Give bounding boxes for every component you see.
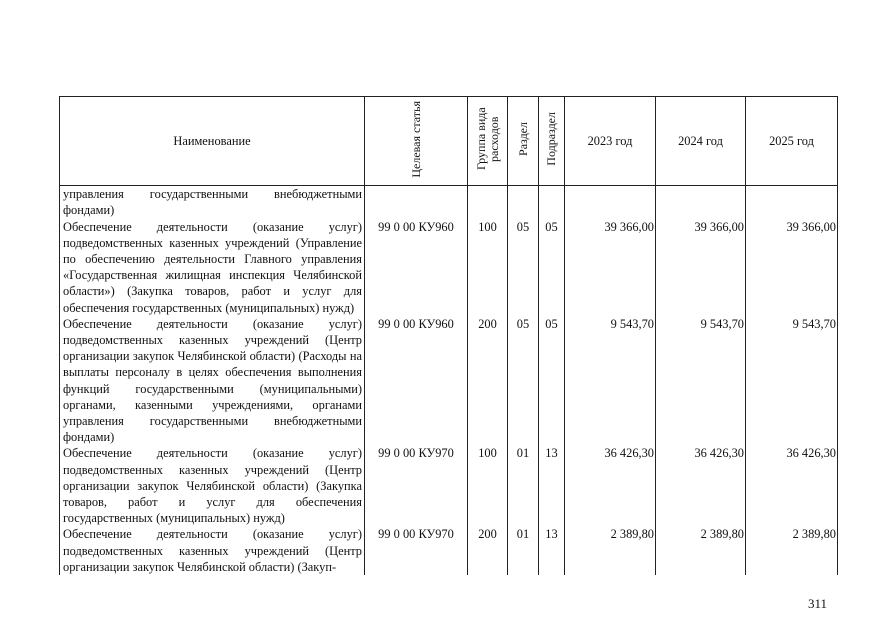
table-row — [60, 316, 838, 446]
row-section: 05 — [508, 219, 539, 316]
row-2025: 39 366,00 — [746, 219, 838, 316]
row-section: 01 — [508, 526, 539, 575]
header-name: Наименование — [60, 97, 365, 186]
row-code: 99 0 00 КУ970 — [365, 445, 468, 526]
row-2024: 36 426,30 — [656, 445, 746, 526]
header-subsection: Подраздел — [539, 97, 565, 186]
row-name: Обеспечение деятельности (оказание услуг) подведомственных казенных учреждений (Центр организации закупок Челябинской области) (Закуп- — [60, 526, 365, 575]
row-2024 — [656, 186, 746, 219]
row-name: управления государственными внебюджетными фондами) — [60, 186, 365, 219]
table-row — [60, 445, 838, 526]
row-2025 — [746, 186, 838, 219]
row-group: 100 — [468, 219, 508, 316]
row-subsection: 05 — [539, 316, 565, 446]
row-2023: 39 366,00 — [565, 219, 656, 316]
row-subsection: 05 — [539, 219, 565, 316]
row-2023: 36 426,30 — [565, 445, 656, 526]
header-section: Раздел — [508, 97, 539, 186]
budget-table — [59, 96, 838, 575]
row-code: 99 0 00 КУ970 — [365, 526, 468, 575]
row-subsection: 13 — [539, 445, 565, 526]
row-2023 — [565, 186, 656, 219]
header-target-article: Целевая статья — [365, 97, 468, 186]
row-2023: 2 389,80 — [565, 526, 656, 575]
header-year-2024: 2024 год — [656, 97, 746, 186]
table-row — [60, 526, 838, 575]
row-section: 05 — [508, 316, 539, 446]
row-2025: 2 389,80 — [746, 526, 838, 575]
row-2025: 36 426,30 — [746, 445, 838, 526]
header-year-2023: 2023 год — [565, 97, 656, 186]
row-code: 99 0 00 КУ960 — [365, 316, 468, 446]
row-name: Обеспечение деятельности (оказание услуг) подведомственных казенных учреждений (Центр организации закупок Челябинской области) (Расходы на выплаты персоналу в целях обеспечения выполнения функций государственными (муниципальными) органами, казенными учреждениями, органами управления государственными внебюджетными фондами) — [60, 316, 365, 446]
row-2024: 9 543,70 — [656, 316, 746, 446]
row-2025: 9 543,70 — [746, 316, 838, 446]
table-row — [60, 186, 838, 219]
row-2024: 2 389,80 — [656, 526, 746, 575]
row-group: 100 — [468, 445, 508, 526]
row-code — [365, 186, 468, 219]
header-expense-group: Группа вида расходов — [468, 97, 508, 186]
row-name: Обеспечение деятельности (оказание услуг) подведомственных казенных учреждений (Центр организации закупок Челябинской области) (Закупка товаров, работ и услуг для обеспечения государственных (муниципальных) нужд) — [60, 445, 365, 526]
row-section: 01 — [508, 445, 539, 526]
row-subsection — [539, 186, 565, 219]
row-2023: 9 543,70 — [565, 316, 656, 446]
row-section — [508, 186, 539, 219]
table-row — [60, 219, 838, 316]
row-group: 200 — [468, 526, 508, 575]
page-number: 311 — [808, 596, 828, 611]
row-2024: 39 366,00 — [656, 219, 746, 316]
row-subsection: 13 — [539, 526, 565, 575]
row-code: 99 0 00 КУ960 — [365, 219, 468, 316]
header-year-2025: 2025 год — [746, 97, 838, 186]
row-group: 200 — [468, 316, 508, 446]
table-header-row — [60, 97, 838, 186]
row-group — [468, 186, 508, 219]
row-name: Обеспечение деятельности (оказание услуг) подведомственных казенных учреждений (Управление по обеспечению деятельности Главного управления «Государственная жилищная инспекция Челябинской области») (Закупка товаров, работ и услуг для обеспечения государственных (муниципальных) нужд) — [60, 219, 365, 316]
